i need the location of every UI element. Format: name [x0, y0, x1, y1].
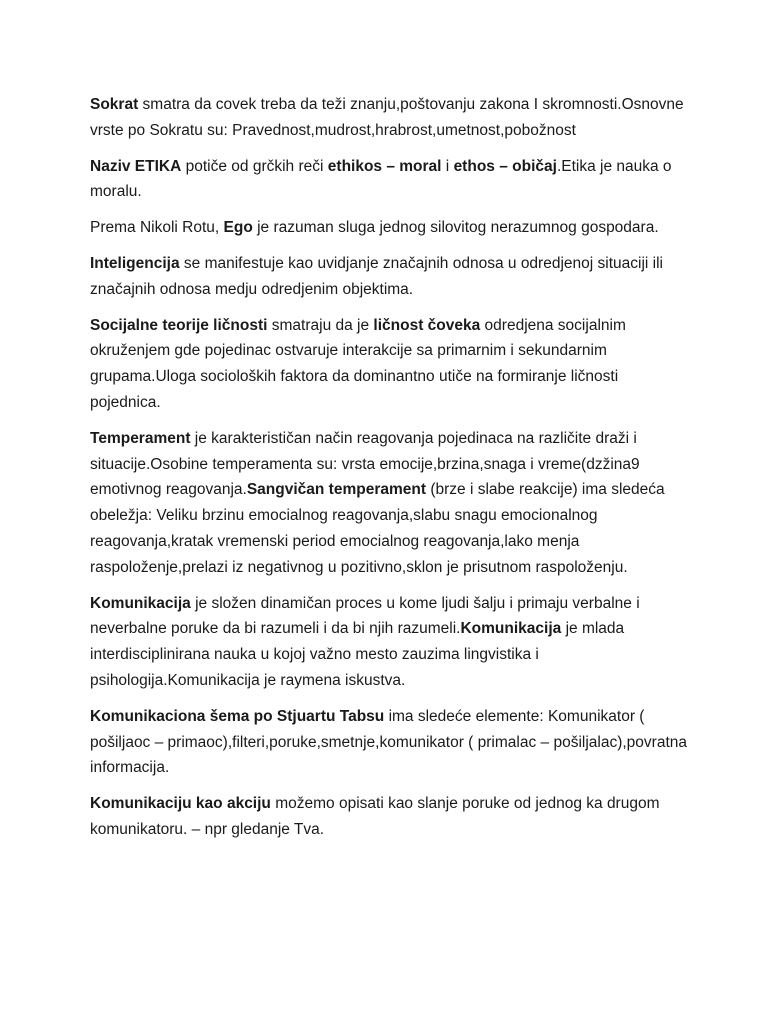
term-temperament: Temperament	[90, 429, 191, 447]
term-komunikacija-akcija: Komunikaciju kao akciju	[90, 795, 271, 813]
term-socijalne-teorije: Socijalne teorije ličnosti	[90, 316, 268, 334]
text-run: je karakterističan način reagovanja pojedinaca na različite draži i situacije.Osobine temperamenta su: vrsta emocije,brzina,snaga i vreme(dzžina9 emotivnog reagovanja.	[90, 429, 640, 499]
text-run: smatra da covek treba da teži znanju,poštovanju zakona I skromnosti.Osnovne vrste po Sokratu su: Pravednost,mudrost,hrabrost,umetnost,pobožnost	[90, 96, 684, 139]
term-sangvican-temperament: Sangvičan temperament	[246, 481, 427, 499]
text-run: Prema Nikoli Rotu,	[90, 219, 224, 237]
paragraph-inteligencija	[90, 251, 690, 303]
term-komunikaciona-sema: Komunikaciona šema po Stjuartu Tabsu	[90, 707, 385, 725]
text-run: potiče od grčkih reči	[181, 157, 328, 175]
paragraph-komunikaciona-sema	[90, 704, 690, 781]
text-run: .Etika je nauka o moralu.	[90, 157, 672, 201]
term-ego: Ego	[223, 219, 253, 237]
term-naziv-etika: Naziv ETIKA	[90, 157, 182, 175]
term-ethos: ethos – običaj	[453, 157, 557, 175]
text-run: je mlada interdisciplinirana nauka u kojoj važno mesto zauzima lingvistika i psihologija.Komunikacija je raymena iskustva.	[90, 620, 625, 689]
paragraph-temperament	[90, 426, 690, 581]
term-licnost-coveka: ličnost čoveka	[373, 316, 481, 334]
term-inteligencija: Inteligencija	[90, 254, 180, 272]
text-run: se manifestuje kao uvidjanje značajnih odnosa u odredjenoj situaciji ili značajnih odnosa medju odredjenim objektima.	[90, 254, 663, 298]
paragraph-sokrat	[90, 92, 690, 144]
text-run: ima sledeće elemente: Komunikator ( pošiljaoc – primaoc),filteri,poruke,smetnje,komunikator ( primalac – pošiljalac),povratna informacija.	[90, 707, 687, 777]
paragraph-etika	[90, 154, 690, 206]
text-run: smatraju da je	[267, 316, 374, 334]
paragraph-socijalne-teorije	[90, 313, 690, 416]
text-run: je razuman sluga jednog silovitog nerazumnog gospodara.	[252, 219, 659, 237]
text-run: je složen dinamičan proces u kome ljudi šalju i primaju verbalne i neverbalne poruke da bi razumeli i da bi njih razumeli.	[90, 594, 640, 638]
text-run: i	[441, 157, 454, 175]
document-body	[90, 92, 690, 853]
paragraph-komunikacija-akcija	[90, 791, 690, 843]
text-run: (brze i slabe reakcije) ima sledeća obeležja: Veliku brzinu emocialnog reagovanja,slabu snagu emocionalnog reagovanja,kratak vremenski period emocialnog reagovanja,lako menja raspoloženje,prelazi iz negativnog u pozitivno,sklon je prisutnom raspoloženju.	[90, 481, 665, 576]
term-komunikacija-2: Komunikacija	[460, 620, 562, 638]
paragraph-ego	[90, 215, 690, 241]
term-ethikos: ethikos – moral	[327, 157, 442, 175]
term-komunikacija: Komunikacija	[90, 594, 191, 612]
text-run: možemo opisati kao slanje poruke od jednog ka drugom komunikatoru. – npr gledanje Tva.	[90, 795, 660, 838]
text-run: odredjena socijalnim okruženjem gde pojedinac ostvaruje interakcije sa primarnim i sekundarnim grupama.Uloga socioloških faktora da dominantno utiče na formiranje ličnosti pojednica.	[90, 316, 626, 411]
paragraph-komunikacija	[90, 591, 690, 694]
term-sokrat: Sokrat	[90, 96, 139, 113]
